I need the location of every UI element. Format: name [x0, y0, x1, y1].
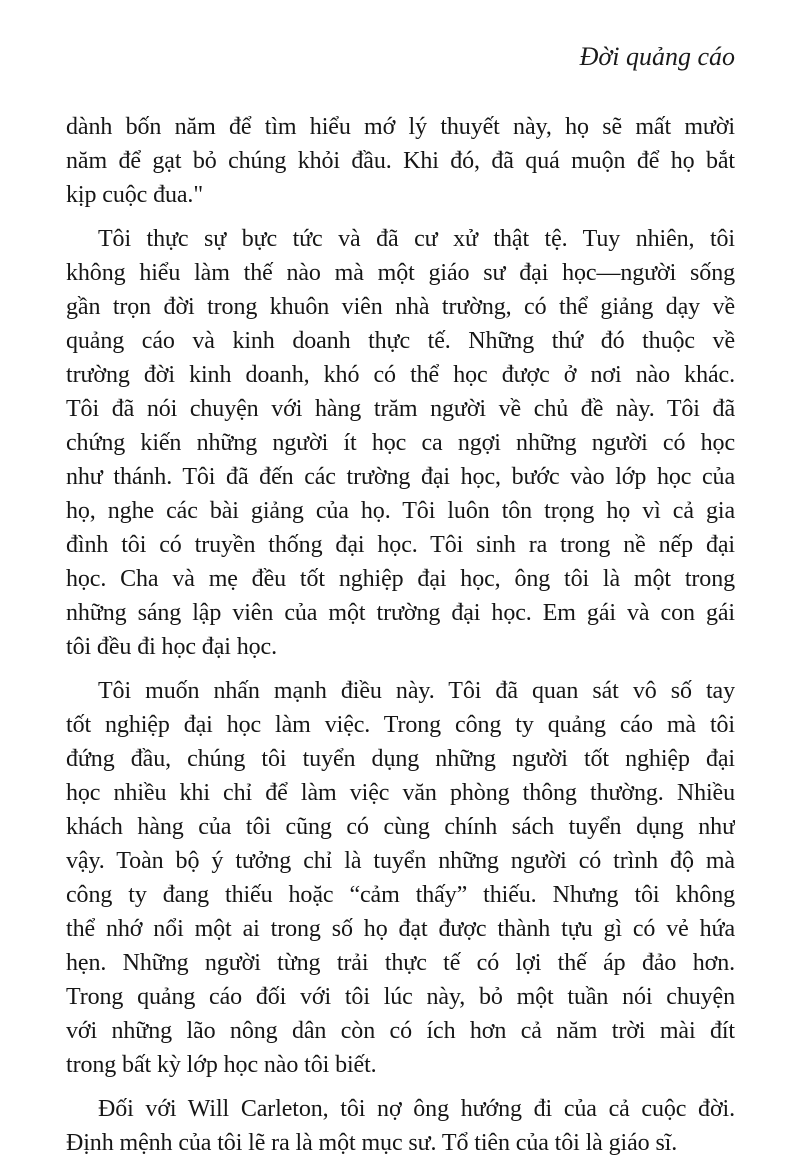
text-line: quảng cáo và kinh doanh thực tế. Những thứ đó thuộc về — [66, 328, 735, 354]
text-line: họ, nghe các bài giảng của họ. Tôi luôn tôn trọng họ vì cả gia — [66, 498, 735, 524]
text-block — [66, 110, 735, 1160]
text-line: như thánh. Tôi đã đến các trường đại học, bước vào lớp học của — [66, 464, 735, 490]
text-line: Định mệnh của tôi lẽ ra là một mục sư. Tổ tiên của tôi là giáo sĩ. — [66, 1130, 678, 1156]
text-line: Tôi muốn nhấn mạnh điều này. Tôi đã quan sát vô số tay — [98, 678, 735, 704]
text-line: khách hàng của tôi cũng có cùng chính sách tuyển dụng như — [66, 814, 735, 840]
text-line: chứng kiến những người ít học ca ngợi những người có học — [66, 430, 735, 456]
text-line: những sáng lập viên của một trường đại học. Em gái và con gái — [66, 600, 735, 626]
running-header: Đời quảng cáo — [579, 42, 735, 71]
text-line: vậy. Toàn bộ ý tưởng chỉ là tuyển những người có trình độ mà — [66, 848, 735, 874]
text-line: không hiểu làm thế nào mà một giáo sư đại học—người sống — [66, 260, 735, 286]
text-line: dành bốn năm để tìm hiểu mớ lý thuyết này, họ sẽ mất mười — [66, 114, 735, 140]
paragraph — [66, 222, 735, 664]
text-line: năm để gạt bỏ chúng khỏi đầu. Khi đó, đã quá muộn để họ bắt — [66, 148, 735, 174]
text-line: Tôi thực sự bực tức và đã cư xử thật tệ. Tuy nhiên, tôi — [98, 226, 735, 252]
paragraph — [66, 1092, 735, 1160]
text-line: trường đời kinh doanh, khó có thể học được ở nơi nào khác. — [66, 362, 735, 388]
text-line: Tôi đã nói chuyện với hàng trăm người về chủ đề này. Tôi đã — [66, 396, 735, 422]
text-line: Trong quảng cáo đối với tôi lúc này, bỏ một tuần nói chuyện — [66, 984, 735, 1010]
text-line: gần trọn đời trong khuôn viên nhà trường, có thể giảng dạy về — [66, 294, 735, 320]
text-line: hẹn. Những người từng trải thực tế có lợi thế áp đảo hơn. — [66, 950, 735, 976]
text-line: học. Cha và mẹ đều tốt nghiệp đại học, ông tôi là một trong — [66, 566, 735, 592]
text-line: trong bất kỳ lớp học nào tôi biết. — [66, 1052, 377, 1078]
text-line: tôi đều đi học đại học. — [66, 634, 277, 660]
paragraph — [66, 110, 735, 212]
text-line: thể nhớ nổi một ai trong số họ đạt được thành tựu gì có vẻ hứa — [66, 916, 735, 942]
paragraph — [66, 674, 735, 1082]
text-line: tốt nghiệp đại học làm việc. Trong công ty quảng cáo mà tôi — [66, 712, 735, 738]
text-line: đứng đầu, chúng tôi tuyển dụng những người tốt nghiệp đại — [66, 746, 735, 772]
text-line: Đối với Will Carleton, tôi nợ ông hướng đi của cả cuộc đời. — [98, 1096, 735, 1122]
text-line: đình tôi có truyền thống đại học. Tôi sinh ra trong nề nếp đại — [66, 532, 735, 558]
text-line: học nhiều khi chỉ để làm việc văn phòng thông thường. Nhiều — [66, 780, 735, 806]
text-line: kịp cuộc đua." — [66, 182, 204, 208]
text-line: với những lão nông dân còn có ích hơn cả năm trời mài đít — [66, 1018, 735, 1044]
text-line: công ty đang thiếu hoặc “cảm thấy” thiếu. Nhưng tôi không — [66, 882, 735, 908]
